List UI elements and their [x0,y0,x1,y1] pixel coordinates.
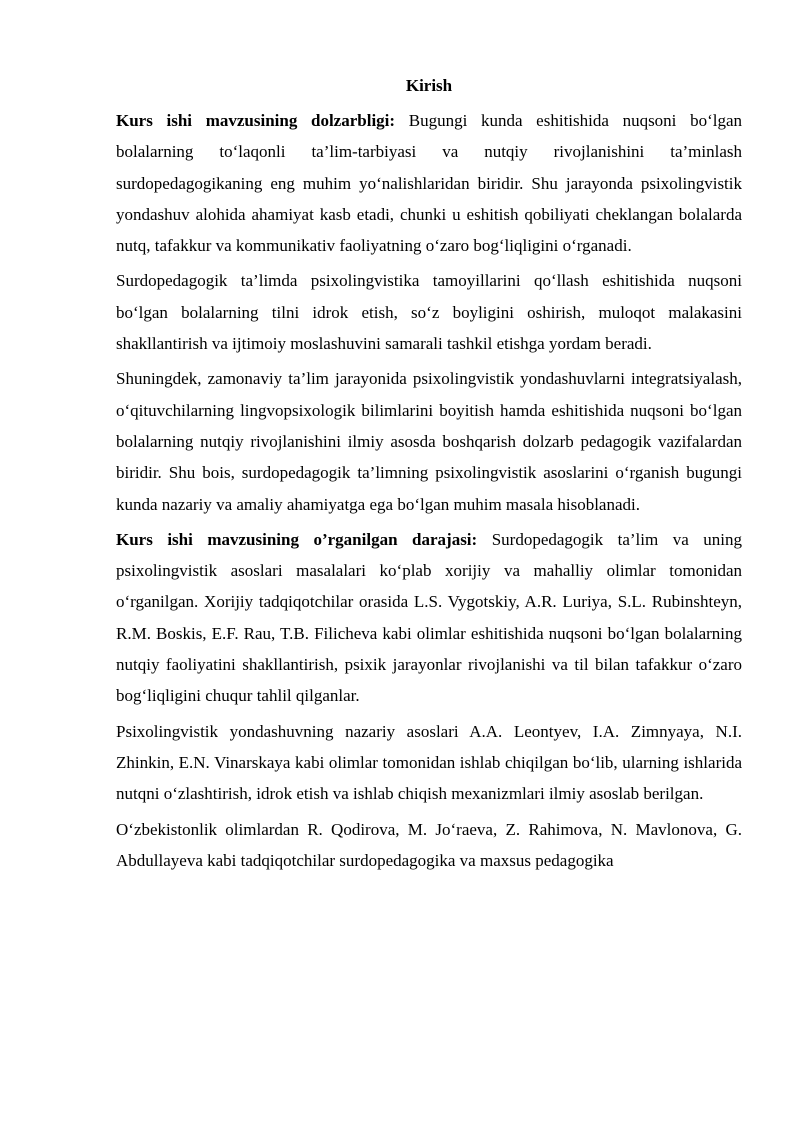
document-page [116,70,742,880]
paragraph-text: Psixolingvistik yondashuvning nazariy asoslari A.A. Leontyev, I.A. Zimnyaya, N.I. Zhinkin, E.N. Vinarskaya kabi olimlar tomonidan ishlab chiqilgan bo‘lib, ularning ishlarida nutqni o‘zlashtirish, idrok etish va ishlab chiqish mexanizmlari ilmiy asoslab berilgan. [116,721,742,804]
paragraph-study-level [116,524,742,712]
paragraph-text: Shuningdek, zamonaviy ta’lim jarayonida psixolingvistik yondashuvlarni integratsiyalash, o‘qituvchilarning lingvopsixologik bilimlarini boyitish hamda eshitishida nuqsoni bo‘lgan bolalarning nutqiy rivojlanishini ilmiy asosda boshqarish dolzarb pedagogik vazifalardan biridir. Shu bois, surdopedagogik ta’limning psixolingvistik asoslarini o‘rganish bugungi kunda nazariy va amaliy ahamiyatga ega bo‘lgan muhim masala hisoblanadi. [116,369,742,514]
paragraph-lead-relevance: Kurs ishi mavzusining dolzarbligi: [116,111,396,130]
paragraph-text: Surdopedagogik ta’lim va uning psixolingvistik asoslari masalalari ko‘plab xorijiy va mahalliy olimlar tomonidan o‘rganilgan. Xorijiy tadqiqotchilar orasida L.S. Vygotskiy, A.R. Luriya, S.L. Rubinshteyn, R.M. Boskis, E.F. Rau, T.B. Filicheva kabi olimlar eshitishida nuqsoni bo‘lgan bolalarning nutqiy faoliyatini shakllantirish, psixik jarayonlar rivojlanishi va til bilan tafakkur o‘zaro bog‘liqligini chuqur tahlil qilganlar. [116,529,742,706]
paragraph-text: Bugungi kunda eshitishida nuqsoni bo‘lgan bolalarning to‘laqonli ta’lim-tarbiyasi va nutqiy rivojlanishini ta’minlash surdopedagogikaning eng muhim yo‘nalishlaridan biridir. Shu jarayonda psixolingvistik yondashuv alohida ahamiyat kasb etadi, chunki u eshitish qobiliyati cheklangan bolalarda nutq, tafakkur va kommunikativ faoliyatning o‘zaro bog‘liqligini o‘rganadi. [116,111,743,256]
paragraph-lead-study-level: Kurs ishi mavzusining o’rganilgan darajasi: [116,529,478,549]
paragraph-text: Surdopedagogik ta’limda psixolingvistika tamoyillarini qo‘llash eshitishida nuqsoni bo‘lgan bolalarning tilni idrok etish, so‘z boyligini oshirish, muloqot malakasini shakllantirish va ijtimoiy moslashuvini samarali tashkil etishga yordam beradi. [116,271,742,354]
paragraph-relevance [116,105,742,261]
paragraph [116,716,742,810]
paragraph [116,814,742,877]
document-title: Kirish [405,76,453,95]
paragraph-text: O‘zbekistonlik olimlardan R. Qodirova, M. Jo‘raeva, Z. Rahimova, N. Mavlonova, G. Abdullayeva kabi tadqiqotchilar surdopedagogika va maxsus pedagogika [116,819,742,870]
paragraph [116,265,742,359]
paragraph [116,363,742,519]
